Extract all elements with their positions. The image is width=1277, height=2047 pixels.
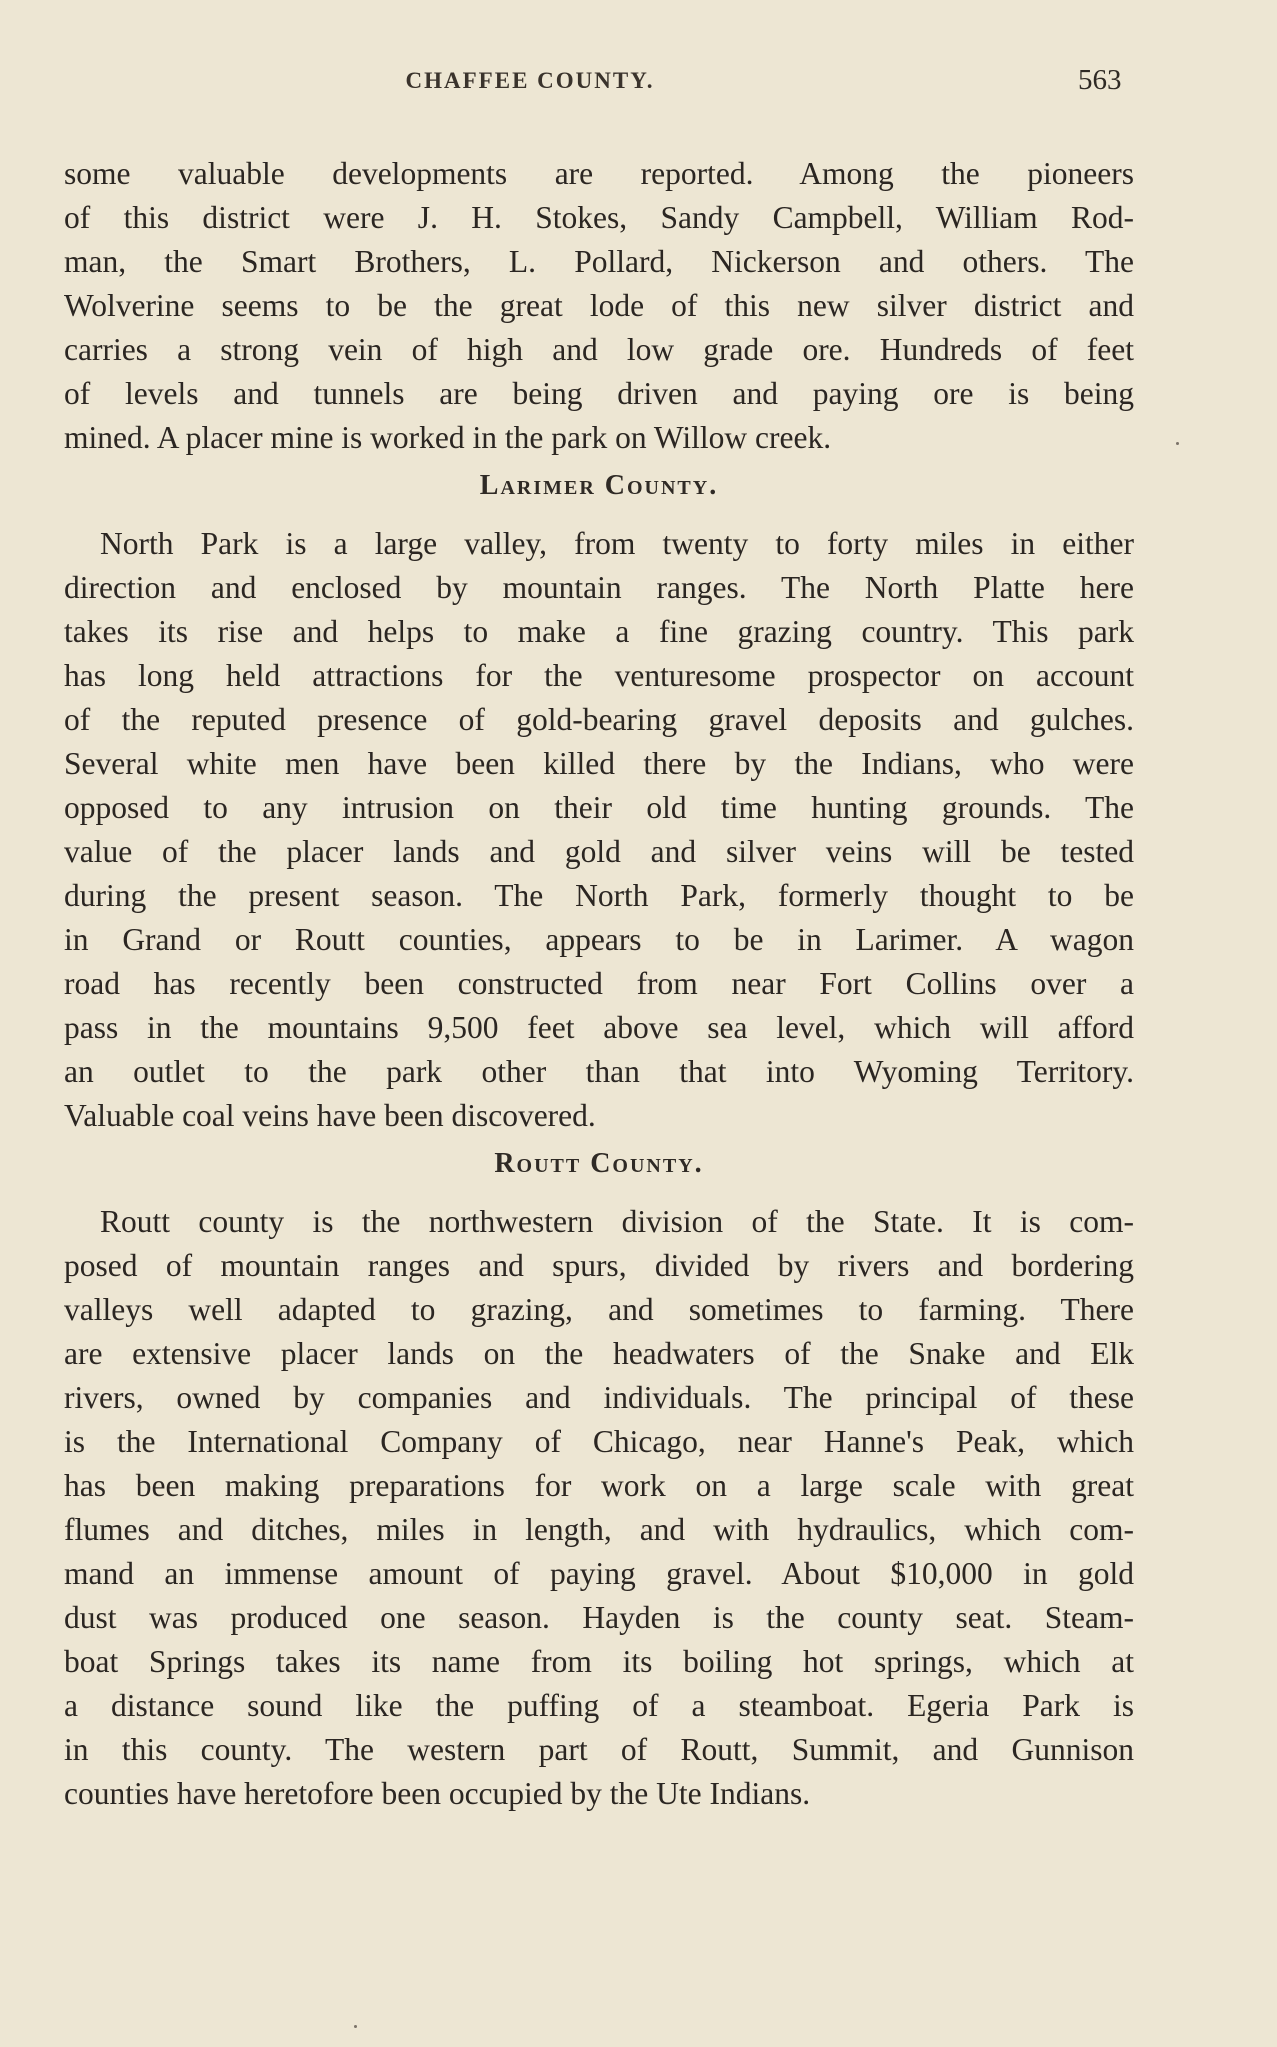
- text-line: flumes and ditches, miles in length, and with hydraulics, which com-: [64, 1512, 1134, 1547]
- text-line: carries a strong vein of high and low grade ore. Hundreds of feet: [64, 332, 1134, 367]
- paragraph-chaffee-continued: [64, 152, 1134, 460]
- text-line: Wolverine seems to be the great lode of this new silver district and: [64, 288, 1134, 323]
- paper-speck: [1176, 442, 1179, 445]
- text-line: during the present season. The North Park, formerly thought to be: [64, 878, 1134, 913]
- section-heading-routt: Routt County.: [494, 1148, 704, 1179]
- text-line: of the reputed presence of gold-bearing gravel deposits and gulches.: [64, 702, 1134, 737]
- text-line: Routt county is the northwestern division of the State. It is com-: [100, 1204, 1134, 1239]
- text-line: boat Springs takes its name from its boiling hot springs, which at: [64, 1644, 1134, 1679]
- running-head: [0, 64, 1277, 108]
- text-line: Valuable coal veins have been discovered.: [64, 1098, 596, 1133]
- text-line: of levels and tunnels are being driven and paying ore is being: [64, 376, 1134, 411]
- text-line: of this district were J. H. Stokes, Sandy Campbell, William Rod-: [64, 200, 1134, 235]
- text-line: counties have heretofore been occupied by the Ute Indians.: [64, 1776, 811, 1811]
- text-line: an outlet to the park other than that into Wyoming Territory.: [64, 1054, 1134, 1089]
- paragraph-larimer: [64, 522, 1134, 1138]
- text-line: mand an immense amount of paying gravel. About $10,000 in gold: [64, 1556, 1134, 1591]
- text-line: has been making preparations for work on a large scale with great: [64, 1468, 1134, 1503]
- paper-speck: [354, 2025, 357, 2028]
- text-line: is the International Company of Chicago, near Hanne's Peak, which: [64, 1424, 1134, 1459]
- body-text: [64, 152, 1134, 1816]
- text-line: valleys well adapted to grazing, and sometimes to farming. There: [64, 1292, 1134, 1327]
- text-line: in this county. The western part of Routt, Summit, and Gunnison: [64, 1732, 1134, 1767]
- text-line: rivers, owned by companies and individuals. The principal of these: [64, 1380, 1134, 1415]
- text-line: has long held attractions for the venturesome prospector on account: [64, 658, 1134, 693]
- text-line: man, the Smart Brothers, L. Pollard, Nickerson and others. The: [64, 244, 1134, 279]
- text-line: Several white men have been killed there by the Indians, who were: [64, 746, 1134, 781]
- text-line: direction and enclosed by mountain ranges. The North Platte here: [64, 570, 1134, 605]
- text-line: mined. A placer mine is worked in the park on Willow creek.: [64, 420, 832, 455]
- text-line: opposed to any intrusion on their old time hunting grounds. The: [64, 790, 1134, 825]
- text-line: pass in the mountains 9,500 feet above sea level, which will afford: [64, 1010, 1134, 1045]
- text-line: some valuable developments are reported. Among the pioneers: [64, 156, 1134, 191]
- text-line: North Park is a large valley, from twenty to forty miles in either: [100, 526, 1134, 561]
- running-title: CHAFFEE COUNTY.: [405, 68, 655, 93]
- paragraph-routt: [64, 1200, 1134, 1816]
- text-line: dust was produced one season. Hayden is the county seat. Steam-: [64, 1600, 1134, 1635]
- text-line: value of the placer lands and gold and silver veins will be tested: [64, 834, 1134, 869]
- text-line: in Grand or Routt counties, appears to be in Larimer. A wagon: [64, 922, 1134, 957]
- text-line: takes its rise and helps to make a fine grazing country. This park: [64, 614, 1134, 649]
- text-line: road has recently been constructed from near Fort Collins over a: [64, 966, 1134, 1001]
- text-line: a distance sound like the puffing of a steamboat. Egeria Park is: [64, 1688, 1134, 1723]
- section-heading-larimer: Larimer County.: [479, 470, 719, 501]
- text-line: posed of mountain ranges and spurs, divided by rivers and bordering: [64, 1248, 1134, 1283]
- page-number: 563: [1078, 64, 1122, 96]
- text-line: are extensive placer lands on the headwaters of the Snake and Elk: [64, 1336, 1134, 1371]
